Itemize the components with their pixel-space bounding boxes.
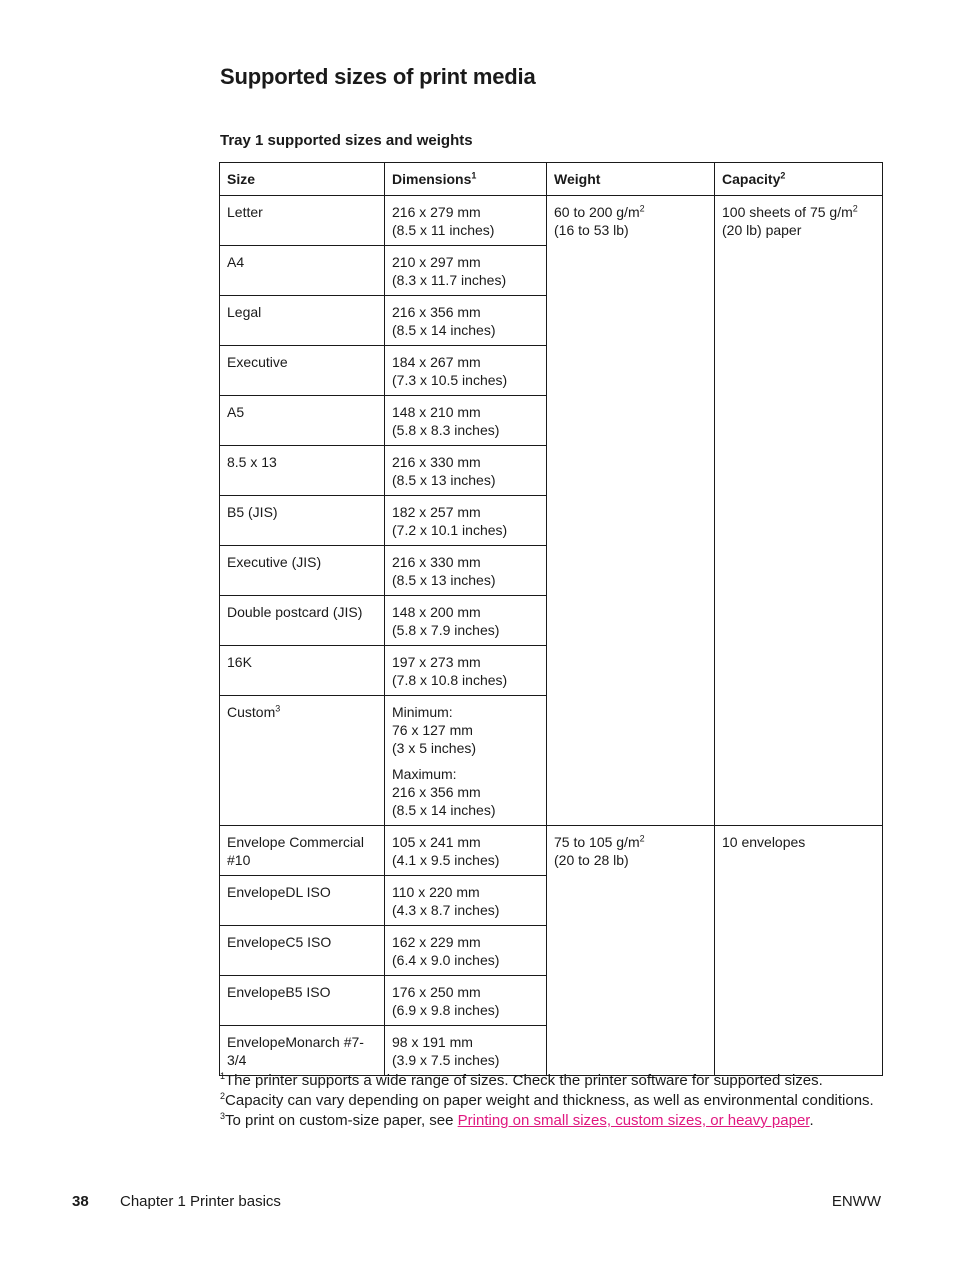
dimensions-cell: Minimum: 76 x 127 mm (3 x 5 inches) Maximum: 216 x 356 mm (8.5 x 14 inches) xyxy=(385,696,547,826)
dimensions-cell: 210 x 297 mm (8.3 x 11.7 inches) xyxy=(385,246,547,296)
dimensions-cell: 184 x 267 mm (7.3 x 10.5 inches) xyxy=(385,346,547,396)
size-cell: EnvelopeB5 ISO xyxy=(220,976,385,1026)
size-cell: Custom$^3$ xyxy=(220,696,385,826)
header-row xyxy=(220,163,883,196)
dimensions-cell: 216 x 356 mm (8.5 x 14 inches) xyxy=(385,296,547,346)
size-cell: EnvelopeMonarch #7-3/4 xyxy=(220,1026,385,1076)
size-cell: EnvelopeDL ISO xyxy=(220,876,385,926)
dimensions-cell: 105 x 241 mm (4.1 x 9.5 inches) xyxy=(385,826,547,876)
size-cell: B5 (JIS) xyxy=(220,496,385,546)
table-row xyxy=(220,826,883,876)
col-header-weight: Weight xyxy=(547,163,715,196)
footnotes xyxy=(220,1071,880,1131)
footnote-3: $^3$To print on custom-size paper, see Printing on small sizes, custom sizes, or heavy paper. xyxy=(220,1111,814,1129)
footnote-1: $^1$The printer supports a wide range of sizes. Check the printer software for supported sizes. xyxy=(220,1071,823,1089)
col-header-capacity: Capacity$^2$ xyxy=(715,163,883,196)
size-cell: Executive xyxy=(220,346,385,396)
table-title: Tray 1 supported sizes and weights xyxy=(220,132,473,149)
table-row xyxy=(220,196,883,246)
size-cell: Double postcard (JIS) xyxy=(220,596,385,646)
col-header-size: Size xyxy=(220,163,385,196)
footnote-2: $^2$Capacity can vary depending on paper weight and thickness, as well as environmental conditions. xyxy=(220,1091,874,1109)
size-cell: Executive (JIS) xyxy=(220,546,385,596)
dimensions-cell: 216 x 330 mm (8.5 x 13 inches) xyxy=(385,546,547,596)
dimensions-cell: 216 x 330 mm (8.5 x 13 inches) xyxy=(385,446,547,496)
size-cell: Legal xyxy=(220,296,385,346)
size-cell: 16K xyxy=(220,646,385,696)
size-cell: 8.5 x 13 xyxy=(220,446,385,496)
size-cell: EnvelopeC5 ISO xyxy=(220,926,385,976)
envelope-capacity-cell: 10 envelopes xyxy=(715,826,883,1076)
col-header-dimensions: Dimensions$^1$ xyxy=(385,163,547,196)
chapter-label: Chapter 1 Printer basics xyxy=(120,1193,281,1210)
media-sizes-table xyxy=(219,162,883,1076)
dimensions-cell: 162 x 229 mm (6.4 x 9.0 inches) xyxy=(385,926,547,976)
custom-sizes-link[interactable]: Printing on small sizes, custom sizes, or heavy paper xyxy=(457,1112,810,1129)
size-cell: A4 xyxy=(220,246,385,296)
dimensions-cell: 148 x 200 mm (5.8 x 7.9 inches) xyxy=(385,596,547,646)
dimensions-cell: 110 x 220 mm (4.3 x 8.7 inches) xyxy=(385,876,547,926)
size-cell: Letter xyxy=(220,196,385,246)
dimensions-cell: 197 x 273 mm (7.8 x 10.8 inches) xyxy=(385,646,547,696)
dimensions-cell: 216 x 279 mm (8.5 x 11 inches) xyxy=(385,196,547,246)
page-number: 38 xyxy=(72,1193,89,1210)
dimensions-cell: 176 x 250 mm (6.9 x 9.8 inches) xyxy=(385,976,547,1026)
page-footer xyxy=(0,1193,954,1213)
size-cell: A5 xyxy=(220,396,385,446)
paper-weight-cell: 60 to 200 $g/m^2$ (16 to 53 lb) xyxy=(547,196,715,826)
page-title: Supported sizes of print media xyxy=(220,64,536,89)
dimensions-cell: 148 x 210 mm (5.8 x 8.3 inches) xyxy=(385,396,547,446)
dimensions-cell: 182 x 257 mm (7.2 x 10.1 inches) xyxy=(385,496,547,546)
paper-capacity-cell: 100 sheets of 75 $g/m^2$ (20 lb) paper xyxy=(715,196,883,826)
dimensions-cell: 98 x 191 mm (3.9 x 7.5 inches) xyxy=(385,1026,547,1076)
size-cell: Envelope Commercial #10 xyxy=(220,826,385,876)
envelope-weight-cell: 75 to 105 $g/m^2$ (20 to 28 lb) xyxy=(547,826,715,1076)
footer-right-label: ENWW xyxy=(831,1193,881,1210)
